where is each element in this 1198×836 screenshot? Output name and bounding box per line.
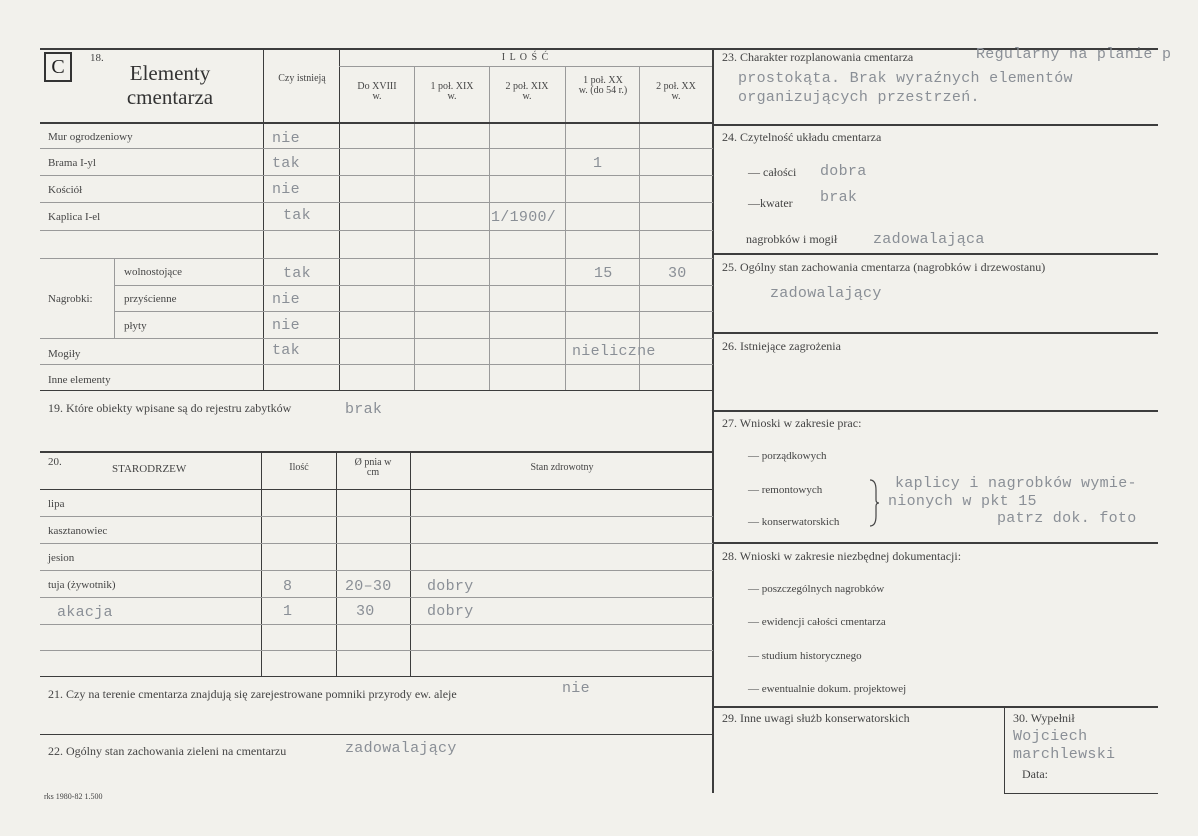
s27-note-line2: nionych w pkt 15 (888, 493, 1037, 510)
s21-label: 21. Czy na terenie cmentarza znajdują się zarejestrowane pomniki przyrody ew. aleje (48, 687, 457, 701)
value-mur-exists: nie (272, 130, 300, 147)
s23-label: 23. Charakter rozplanowania cmentarza (722, 50, 914, 64)
value-wolnostojace-c5: 30 (668, 265, 687, 282)
value-brama-exists: tak (272, 155, 300, 172)
row-label-brama: Brama I-yl (48, 157, 96, 169)
s27-item-konserwatorskich: — konserwatorskich (748, 516, 840, 528)
starodrzew-top (40, 451, 713, 453)
s30-name-line1: Wojciech (1013, 728, 1088, 745)
v-period-2 (414, 66, 415, 390)
tree-name-tuja: tuja (żywotnik) (48, 579, 116, 591)
s30-name-line2: marchlewski (1013, 746, 1116, 763)
s23-line1: Regularny na planie p (976, 46, 1172, 63)
elements-bottom (40, 390, 713, 391)
row-line (40, 543, 713, 544)
row-line (40, 175, 713, 176)
s24-kwater-label: —kwater (748, 196, 793, 210)
s27-note-line1: kaplicy i nagrobków wymie- (895, 475, 1137, 492)
s21-bottom (40, 734, 713, 735)
row-label-kosciol: Kościół (48, 184, 83, 196)
r-line-27 (713, 542, 1158, 544)
s27-note-line3: patrz dok. foto (997, 510, 1137, 527)
s27-item-remontowych: — remontowych (748, 484, 823, 496)
s26-label: 26. Istniejące zagrożenia (722, 339, 841, 353)
tree-qty-tuja: 8 (283, 578, 293, 595)
s21-value: nie (562, 680, 590, 697)
tree-diam-tuja: 20–30 (345, 578, 392, 595)
tree-name-lipa: lipa (48, 498, 65, 510)
r-line-24 (713, 253, 1158, 255)
s28-item-ewidencji: — ewidencji całości cmentarza (748, 616, 886, 628)
v-nagrobki-divider (114, 258, 115, 338)
s20-col-diam: Ø pnia w cm (354, 457, 392, 478)
value-kosciol-exists: nie (272, 181, 300, 198)
r-divider-29-30 (1004, 706, 1005, 794)
value-mogily-exists: tak (272, 342, 300, 359)
s27-label: 27. Wnioski w zakresie prac: (722, 416, 862, 430)
r-line-23 (713, 124, 1158, 126)
value-kaplica-exists: tak (283, 207, 311, 224)
top-border-left (40, 48, 713, 50)
period-header-2: 1 poł. XIX w. (430, 81, 474, 102)
r-line-26 (713, 410, 1158, 412)
period-header-4: 1 poł. XX w. (do 54 r.) (578, 75, 628, 96)
r-bottom-30 (1004, 793, 1158, 794)
s30-date-label: Data: (1022, 767, 1048, 781)
row-line (40, 650, 713, 651)
starodrzew-header-bottom (40, 489, 713, 490)
row-line (114, 285, 713, 286)
s23-line2: prostokąta. Brak wyraźnych elementów (738, 70, 1073, 87)
s19-value: brak (345, 401, 383, 418)
s28-item-studium: — studium historycznego (748, 650, 862, 662)
value-mogily-c4: nieliczne (572, 343, 656, 360)
s19-label: 19. Które obiekty wpisane są do rejestru zabytków (48, 401, 292, 415)
s20-number: 20. (48, 456, 62, 468)
tree-diam-akacja: 30 (356, 603, 375, 620)
s20-title: STARODRZEW (112, 463, 187, 475)
czy-istnieja-header: Czy istnieją (278, 73, 326, 84)
v-period-4 (565, 66, 566, 390)
s24-calosci-value: dobra (820, 163, 867, 180)
row-line (114, 311, 713, 312)
s25-label: 25. Ogólny stan zachowania cmentarza (nagrobków i drzewostanu) (722, 260, 1046, 274)
s22-value: zadowalający (345, 740, 457, 757)
print-code: rks 1980-82 1.500 (44, 792, 103, 801)
s24-kwater-value: brak (820, 189, 858, 206)
ilosc-header: I L O Ś Ć (501, 52, 550, 63)
row-label-przyscienne: przyścienne (124, 293, 177, 305)
s24-nagrobkow-label: nagrobków i mogił (746, 232, 838, 246)
row-line (40, 148, 713, 149)
tree-name-kasztanowiec: kasztanowiec (48, 525, 108, 537)
ilosc-underline (339, 66, 712, 67)
v-period-3 (489, 66, 490, 390)
tree-qty-akacja: 1 (283, 603, 293, 620)
tree-health-tuja: dobry (427, 578, 474, 595)
row-label-inne: Inne elementy (48, 374, 111, 386)
s24-calosci-label: — całości (748, 165, 797, 179)
row-line (40, 624, 713, 625)
section-18-number: 18. (90, 52, 104, 64)
r-line-28 (713, 706, 1158, 708)
starodrzew-bottom (40, 676, 713, 677)
row-label-plyty: płyty (124, 320, 147, 332)
value-brama-c4: 1 (593, 155, 603, 172)
s27-item-porzadkowych: — porządkowych (748, 450, 827, 462)
period-header-3: 2 poł. XIX w. (505, 81, 549, 102)
card-letter-box: C (44, 52, 72, 82)
value-przyscienne-exists: nie (272, 291, 300, 308)
row-line (40, 338, 713, 339)
tree-name-akacja: akacja (57, 604, 113, 621)
v-starodrzew-3 (410, 451, 411, 677)
row-line (40, 258, 713, 259)
row-label-kaplica: Kaplica I-el (48, 211, 101, 223)
period-header-1: Do XVIII w. (357, 81, 397, 102)
elements-title-2: cmentarza (126, 85, 214, 109)
r-line-25 (713, 332, 1158, 334)
s24-label: 24. Czytelność układu cmentarza (722, 130, 882, 144)
row-line (40, 230, 713, 231)
elements-title-1: Elementy (129, 61, 211, 85)
v-starodrzew-1 (261, 451, 262, 677)
s27-brace (868, 478, 880, 528)
nagrobki-label: Nagrobki: (48, 293, 93, 305)
s23-line3: organizujących przestrzeń. (738, 89, 980, 106)
row-label-mur: Mur ogrodzeniowy (48, 131, 133, 143)
s20-col-qty: Ilość (289, 462, 309, 473)
value-kaplica-c3: 1/1900/ (491, 209, 557, 226)
s28-item-projektowej: — ewentualnie dokum. projektowej (748, 683, 907, 695)
s28-item-nagrobkow: — poszczególnych nagrobków (748, 583, 885, 595)
row-line (40, 597, 713, 598)
row-line (40, 516, 713, 517)
v-period-5 (639, 66, 640, 390)
row-line (40, 364, 713, 365)
value-wolnostojace-exists: tak (283, 265, 311, 282)
row-line (40, 202, 713, 203)
period-header-5: 2 poł. XX w. (656, 81, 696, 102)
s22-label: 22. Ogólny stan zachowania zieleni na cmentarzu (48, 744, 287, 758)
row-label-wolnostojace: wolnostojące (124, 266, 183, 278)
tree-health-akacja: dobry (427, 603, 474, 620)
row-label-mogily: Mogiły (48, 348, 81, 360)
s20-col-health: Stan zdrowotny (530, 462, 594, 473)
tree-name-jesion: jesion (48, 552, 75, 564)
value-wolnostojace-c4: 15 (594, 265, 613, 282)
s30-label: 30. Wypełnił (1013, 711, 1075, 725)
s29-label: 29. Inne uwagi służb konserwatorskich (722, 711, 910, 725)
s25-value: zadowalający (770, 285, 882, 302)
row-line (40, 570, 713, 571)
v-starodrzew-2 (336, 451, 337, 677)
value-plyty-exists: nie (272, 317, 300, 334)
s24-nagrobkow-value: zadowalająca (873, 231, 985, 248)
v-divider-center (712, 48, 714, 793)
header-bottom-line (40, 122, 713, 124)
s28-label: 28. Wnioski w zakresie niezbędnej dokumentacji: (722, 549, 962, 563)
